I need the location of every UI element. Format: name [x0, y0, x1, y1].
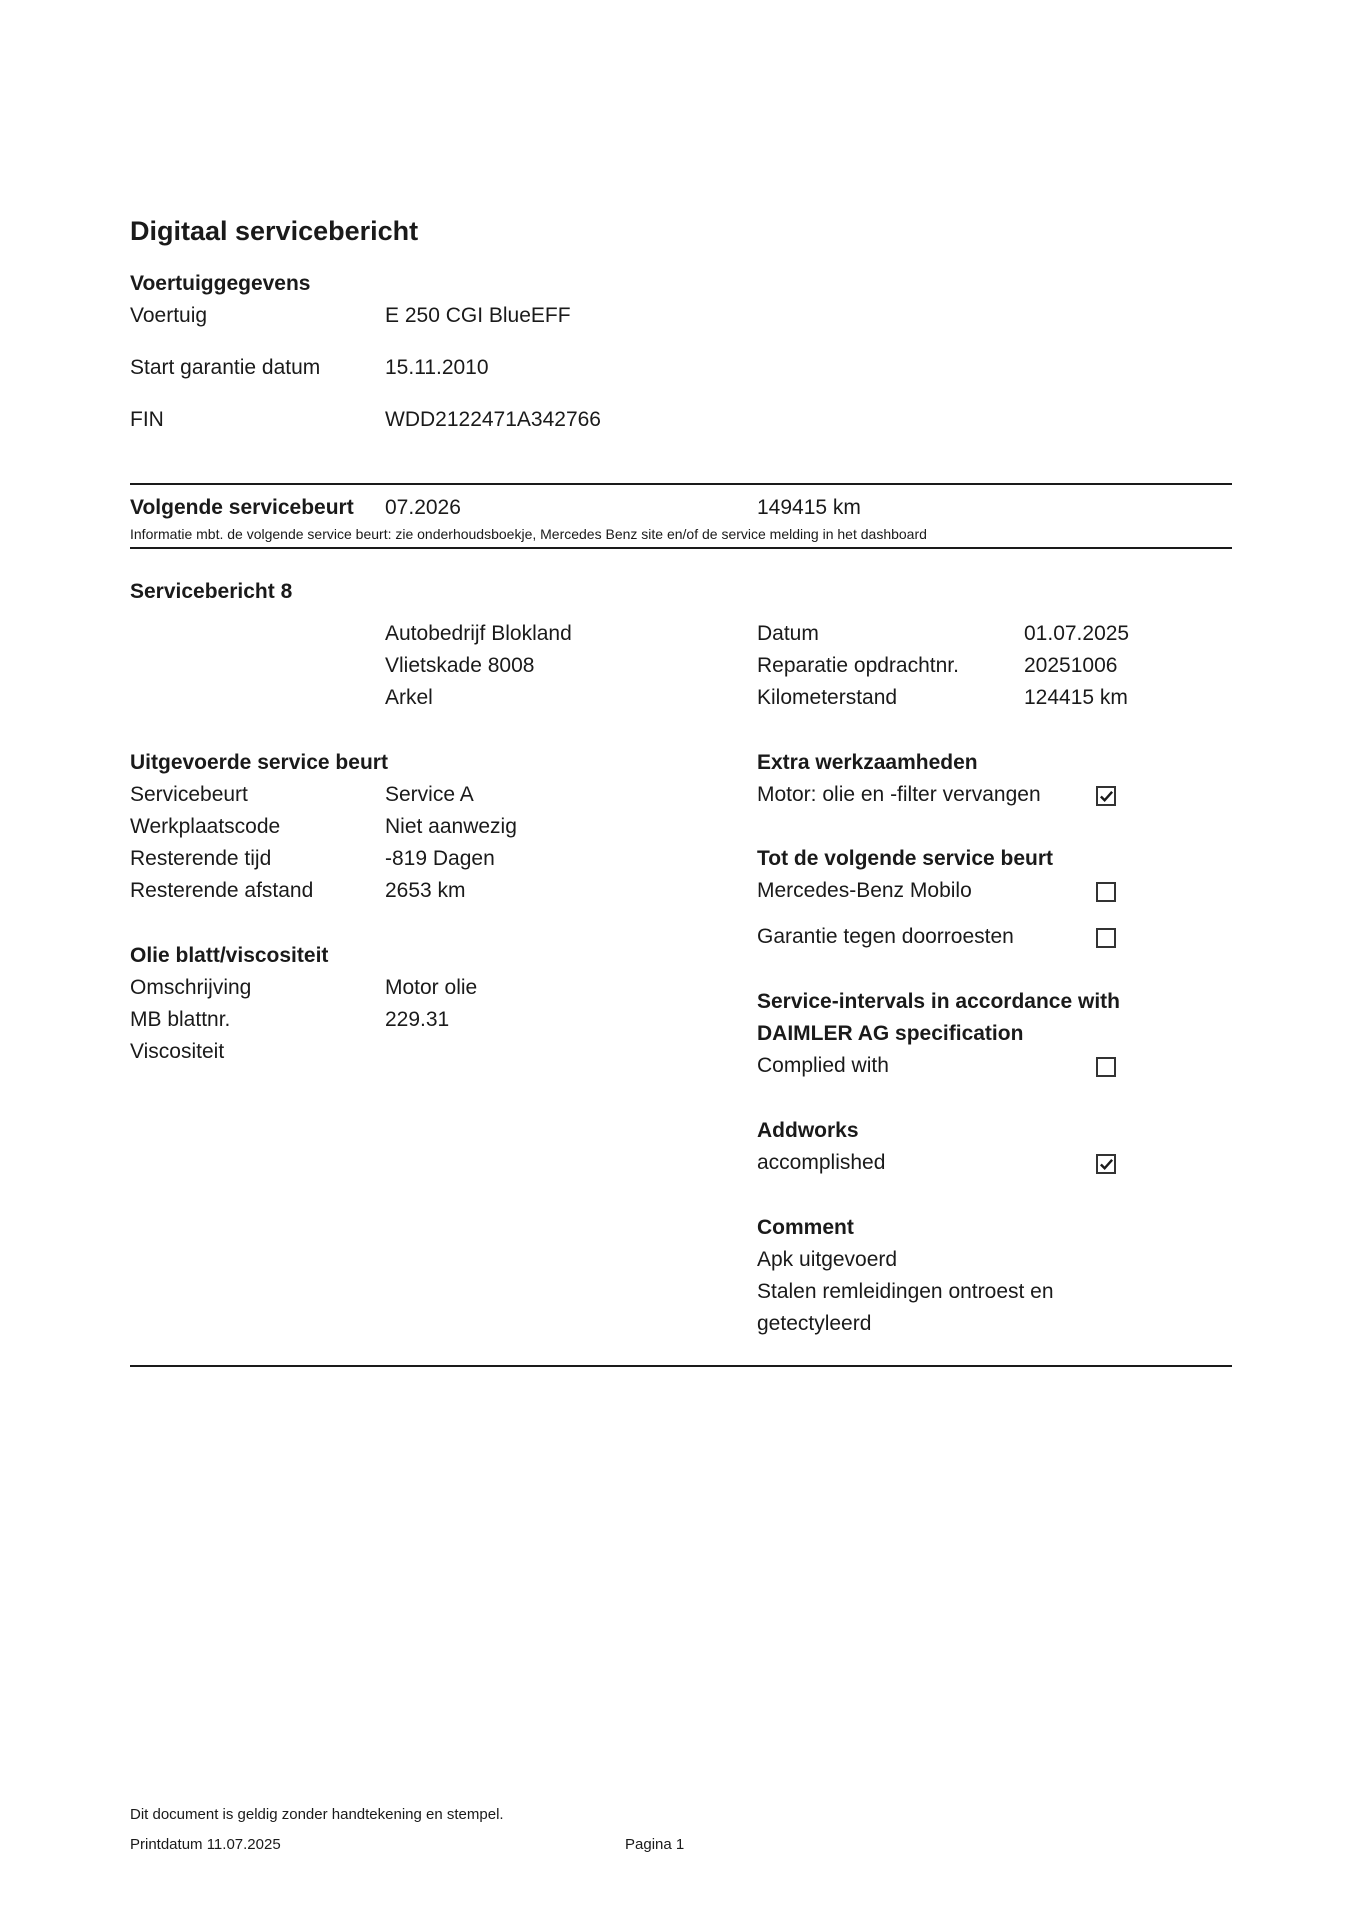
intervals-heading-line2: DAIMLER AG specification	[757, 1022, 1024, 1045]
mb-sheet-label: MB blattnr.	[130, 1008, 231, 1031]
fin-value: WDD2122471A342766	[385, 408, 601, 431]
divider-bottom	[130, 1365, 1232, 1367]
workshop-code-label: Werkplaatscode	[130, 815, 281, 838]
workshop-code-value: Niet aanwezig	[385, 815, 517, 838]
oil-description-value: Motor olie	[385, 976, 478, 999]
service-type-value: Service A	[385, 783, 474, 806]
mobilo-label: Mercedes-Benz Mobilo	[757, 879, 972, 902]
warranty-start-value: 15.11.2010	[385, 356, 489, 379]
intervals-heading-line1: Service-intervals in accordance with	[757, 990, 1120, 1013]
complied-checkbox[interactable]	[1096, 1057, 1116, 1077]
remaining-time-value: -819 Dagen	[385, 847, 495, 870]
order-number-label: Reparatie opdrachtnr.	[757, 654, 959, 677]
remaining-time-label: Resterende tijd	[130, 847, 272, 870]
mobilo-checkbox[interactable]	[1096, 882, 1116, 902]
accomplished-checkbox[interactable]	[1096, 1154, 1116, 1174]
divider-middle	[130, 547, 1232, 549]
comment-line: Apk uitgevoerd	[757, 1248, 898, 1271]
viscosity-label: Viscositeit	[130, 1040, 225, 1063]
comment-line: getectyleerd	[757, 1312, 872, 1335]
warranty-start-label: Start garantie datum	[130, 356, 321, 379]
comment-line: Stalen remleidingen ontroest en	[757, 1280, 1054, 1303]
vehicle-heading: Voertuiggegevens	[130, 272, 311, 295]
print-date: Printdatum 11.07.2025	[130, 1836, 281, 1853]
vehicle-label: Voertuig	[130, 304, 208, 327]
remaining-distance-value: 2653 km	[385, 879, 466, 902]
extra-works-heading: Extra werkzaamheden	[757, 751, 978, 774]
oil-filter-checkbox[interactable]	[1096, 786, 1116, 806]
order-number-value: 20251006	[1024, 654, 1118, 677]
mileage-label: Kilometerstand	[757, 686, 898, 709]
date-value: 01.07.2025	[1024, 622, 1130, 645]
oil-heading: Olie blatt/viscositeit	[130, 944, 329, 967]
page-number: Pagina 1	[625, 1836, 685, 1853]
vehicle-value: E 250 CGI BlueEFF	[385, 304, 571, 327]
addworks-heading: Addworks	[757, 1119, 859, 1142]
date-label: Datum	[757, 622, 819, 645]
rust-warranty-checkbox[interactable]	[1096, 928, 1116, 948]
report-heading: Servicebericht 8	[130, 580, 293, 603]
next-service-km: 149415 km	[757, 496, 861, 519]
remaining-distance-label: Resterende afstand	[130, 879, 314, 902]
dealer-street: Vlietskade 8008	[385, 654, 535, 677]
complied-label: Complied with	[757, 1054, 889, 1077]
next-service-date: 07.2026	[385, 496, 461, 519]
performed-heading: Uitgevoerde service beurt	[130, 751, 388, 774]
dealer-name: Autobedrijf Blokland	[385, 622, 572, 645]
mb-sheet-value: 229.31	[385, 1008, 450, 1031]
next-service-info: Informatie mbt. de volgende service beurt: zie onderhoudsboekje, Mercedes Benz site en/of de service melding in het dashboard	[130, 526, 927, 542]
next-service-label: Volgende servicebeurt	[130, 496, 354, 519]
validity-note: Dit document is geldig zonder handtekening en stempel.	[130, 1806, 504, 1823]
accomplished-label: accomplished	[757, 1151, 886, 1174]
fin-label: FIN	[130, 408, 164, 431]
until-next-heading: Tot de volgende service beurt	[757, 847, 1054, 870]
page-title: Digitaal servicebericht	[130, 216, 419, 246]
service-type-label: Servicebeurt	[130, 783, 248, 806]
divider-top	[130, 483, 1232, 485]
rust-warranty-label: Garantie tegen doorroesten	[757, 925, 1014, 948]
oil-filter-label: Motor: olie en -filter vervangen	[757, 783, 1041, 806]
mileage-value: 124415 km	[1024, 686, 1128, 709]
comment-heading: Comment	[757, 1216, 854, 1239]
oil-description-label: Omschrijving	[130, 976, 252, 999]
dealer-city: Arkel	[385, 686, 433, 709]
